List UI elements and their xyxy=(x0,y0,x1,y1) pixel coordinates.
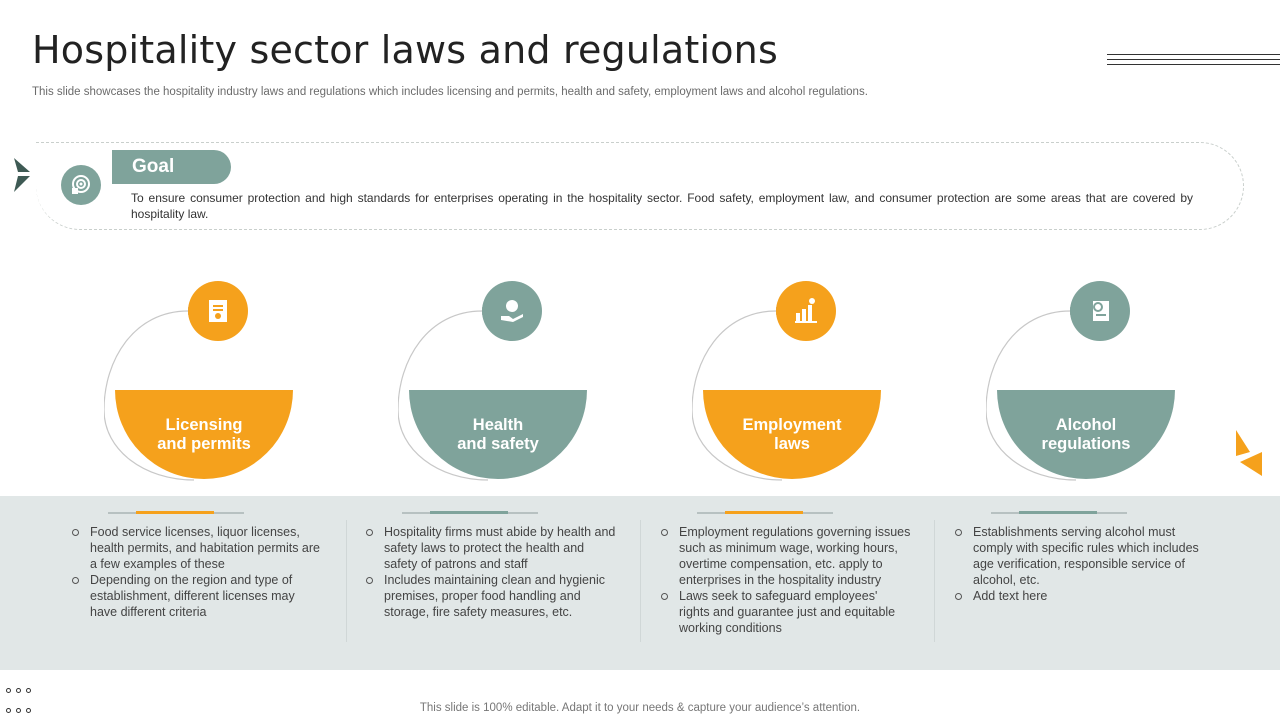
certificate-icon xyxy=(188,281,248,341)
details-column-alcohol xyxy=(933,512,1223,652)
hand-care-icon xyxy=(482,281,542,341)
details-column-licensing xyxy=(50,512,340,652)
column-tab xyxy=(402,512,538,514)
document-search-icon xyxy=(1070,281,1130,341)
triangle-decoration-icon xyxy=(1234,430,1264,478)
target-icon xyxy=(61,165,101,205)
list-item: Food service licenses, liquor licenses, health permits, and habitation permits are a few examples of these xyxy=(72,524,322,572)
list-item: Hospitality firms must abide by health and safety laws to protect the health and safety of patrons and staff xyxy=(366,524,616,572)
list-item: Employment regulations governing issues such as minimum wage, working hours, overtime compensation, etc. apply to enterprises in the hospitality industry xyxy=(661,524,911,588)
column-tab xyxy=(697,512,833,514)
list-item: Laws seek to safeguard employees' rights and guarantee just and equitable working conditions xyxy=(661,588,911,636)
footer-note: This slide is 100% editable. Adapt it to your needs & capture your audience’s attention. xyxy=(419,702,861,714)
corner-decoration xyxy=(1107,54,1280,70)
page-title: Hospitality sector laws and regulations xyxy=(32,28,778,72)
card-title: Alcohol regulations xyxy=(1041,415,1131,453)
goal-label: Goal xyxy=(112,150,231,184)
details-column-employment xyxy=(639,512,929,652)
card-title: Employment laws xyxy=(742,415,842,453)
growth-chart-icon xyxy=(776,281,836,341)
list-item: Depending on the region and type of establishment, different licenses may have different criteria xyxy=(72,572,322,620)
card-title: Health and safety xyxy=(457,415,539,453)
card-title: Licensing and permits xyxy=(157,415,251,453)
list-item: Includes maintaining clean and hygienic premises, proper food handling and storage, fire safety measures, etc. xyxy=(366,572,616,620)
card-employment xyxy=(692,280,932,490)
list-item: Establishments serving alcohol must comply with specific rules which includes age verification, responsible service of alcohol, etc. xyxy=(955,524,1205,588)
card-licensing xyxy=(104,280,344,490)
goal-text: To ensure consumer protection and high standards for enterprises operating in the hospitality sector. Food safety, employment law, and consumer protection are some areas that are covered by hospitality law. xyxy=(131,191,1193,221)
details-column-health xyxy=(344,512,634,652)
triangle-decoration-icon xyxy=(12,158,32,192)
card-alcohol xyxy=(986,280,1226,490)
page-subtitle: This slide showcases the hospitality industry laws and regulations which includes licensing and permits, health and safety, employment laws and alcohol regulations. xyxy=(32,86,868,98)
column-tab xyxy=(108,512,244,514)
list-item: Add text here xyxy=(955,588,1205,604)
card-health xyxy=(398,280,638,490)
column-tab xyxy=(991,512,1127,514)
